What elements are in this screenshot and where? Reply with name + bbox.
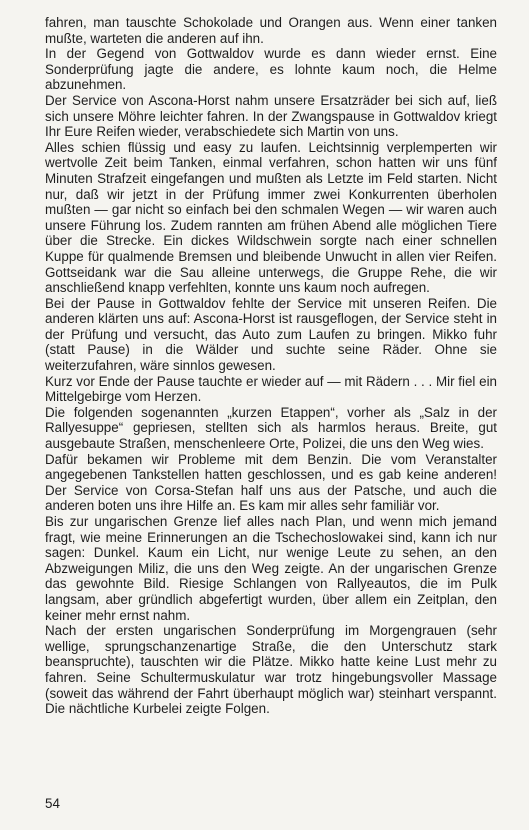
paragraph: fahren, man tauschte Schokolade und Orangen aus. Wenn einer tanken mußte, warteten die anderen auf ihn.	[45, 15, 497, 46]
paragraph: Alles schien flüssig und easy zu laufen. Leichtsinnig verplemperten wir wertvolle Zeit beim Tanken, einmal verfahren, schon hatten wir uns fünf Minuten Strafzeit eingefangen und mußten als Letzte im Feld starten. Nicht nur, daß wir jetzt in der Prüfung immer zwei Konkurrenten überholen mußten — gar nicht so einfach bei den schmalen Wegen — wir waren auch unsere Führung los. Zudem rannten am frühen Abend alle möglichen Tiere über die Strecke. Ein dickes Wildschwein sorgte nach einer schnellen Kuppe für qualmende Bremsen und bleibende Unwucht in allen vier Reifen. Gottseidank war die Sau alleine unterwegs, die Gruppe Rehe, die wir anschließend knapp verfehlten, konnte uns kaum noch aufregen.	[45, 139, 497, 296]
paragraph: Dafür bekamen wir Probleme mit dem Benzin. Die vom Veranstalter angegebenen Tankstellen hatten geschlossen, und es gab keine anderen! Der Service von Corsa-Stefan half uns aus der Patsche, und auch die anderen boten uns ihre Hilfe an. Es kam mir alles sehr familiär vor.	[45, 451, 497, 514]
paragraph: Kurz vor Ende der Pause tauchte er wieder auf — mit Rädern . . . Mir fiel ein Mittelgebirge vom Herzen.	[45, 373, 497, 405]
page-number: 54	[45, 796, 60, 811]
paragraph: Der Service von Ascona-Horst nahm unsere Ersatzräder bei sich auf, ließ sich unsere Möhre leichter fahren. In der Zwangspause in Gottwaldov kriegt Ihr Eure Reifen wieder, verabschiedete sich Martin von uns.	[45, 92, 497, 140]
body-text	[45, 15, 497, 717]
paragraph: Bei der Pause in Gottwaldov fehlte der Service mit unseren Reifen. Die anderen klärten uns auf: Ascona-Horst ist rausgeflogen, der Service steht in der Prüfung und versucht, das Auto zum Laufen zu bringen. Mikko fuhr (statt Pause) in die Wälder und suchte seine Räder. Ohne sie weiterzufahren, wäre sinnlos gewesen.	[45, 295, 497, 374]
paragraph: Bis zur ungarischen Grenze lief alles nach Plan, und wenn mich jemand fragt, wie meine Erinnerungen an die Tschechoslowakei sind, kann ich nur sagen: Dunkel. Kaum ein Licht, nur wenige Leute zu sehen, an den Abzweigungen Miliz, die uns den Weg zeigte. An der ungarischen Grenze das gewohnte Bild. Riesige Schlangen von Rallyeautos, die im Pulk langsam, aber gründlich abgefertigt wurden, über allem ein Zeitplan, den keiner mehr ernst nahm.	[45, 514, 497, 623]
paragraph: Nach der ersten ungarischen Sonderprüfung im Morgengrauen (sehr wellige, sprungschanzenartige Straße, die den Unterschutz stark beanspruchte), tauschten wir die Plätze. Mikko hatte keine Lust mehr zu fahren. Seine Schultermuskulatur war trotz hingebungsvoller Massage (soweit das während der Fahrt überhaupt möglich war) steinhart verspannt. Die nächtliche Kurbelei zeigte Folgen.	[45, 623, 497, 717]
paragraph: Die folgenden sogenannten „kurzen Etappen“, vorher als „Salz in der Rallyesuppe“ gepriesen, stellten sich als harmlos heraus. Breite, gut ausgebaute Straßen, menschenleere Orte, Polizei, die uns den Weg wies.	[45, 404, 497, 452]
paragraph: In der Gegend von Gottwaldov wurde es dann wieder ernst. Eine Sonderprüfung jagte die andere, es lohnte kaum noch, die Helme abzunehmen.	[45, 46, 497, 93]
